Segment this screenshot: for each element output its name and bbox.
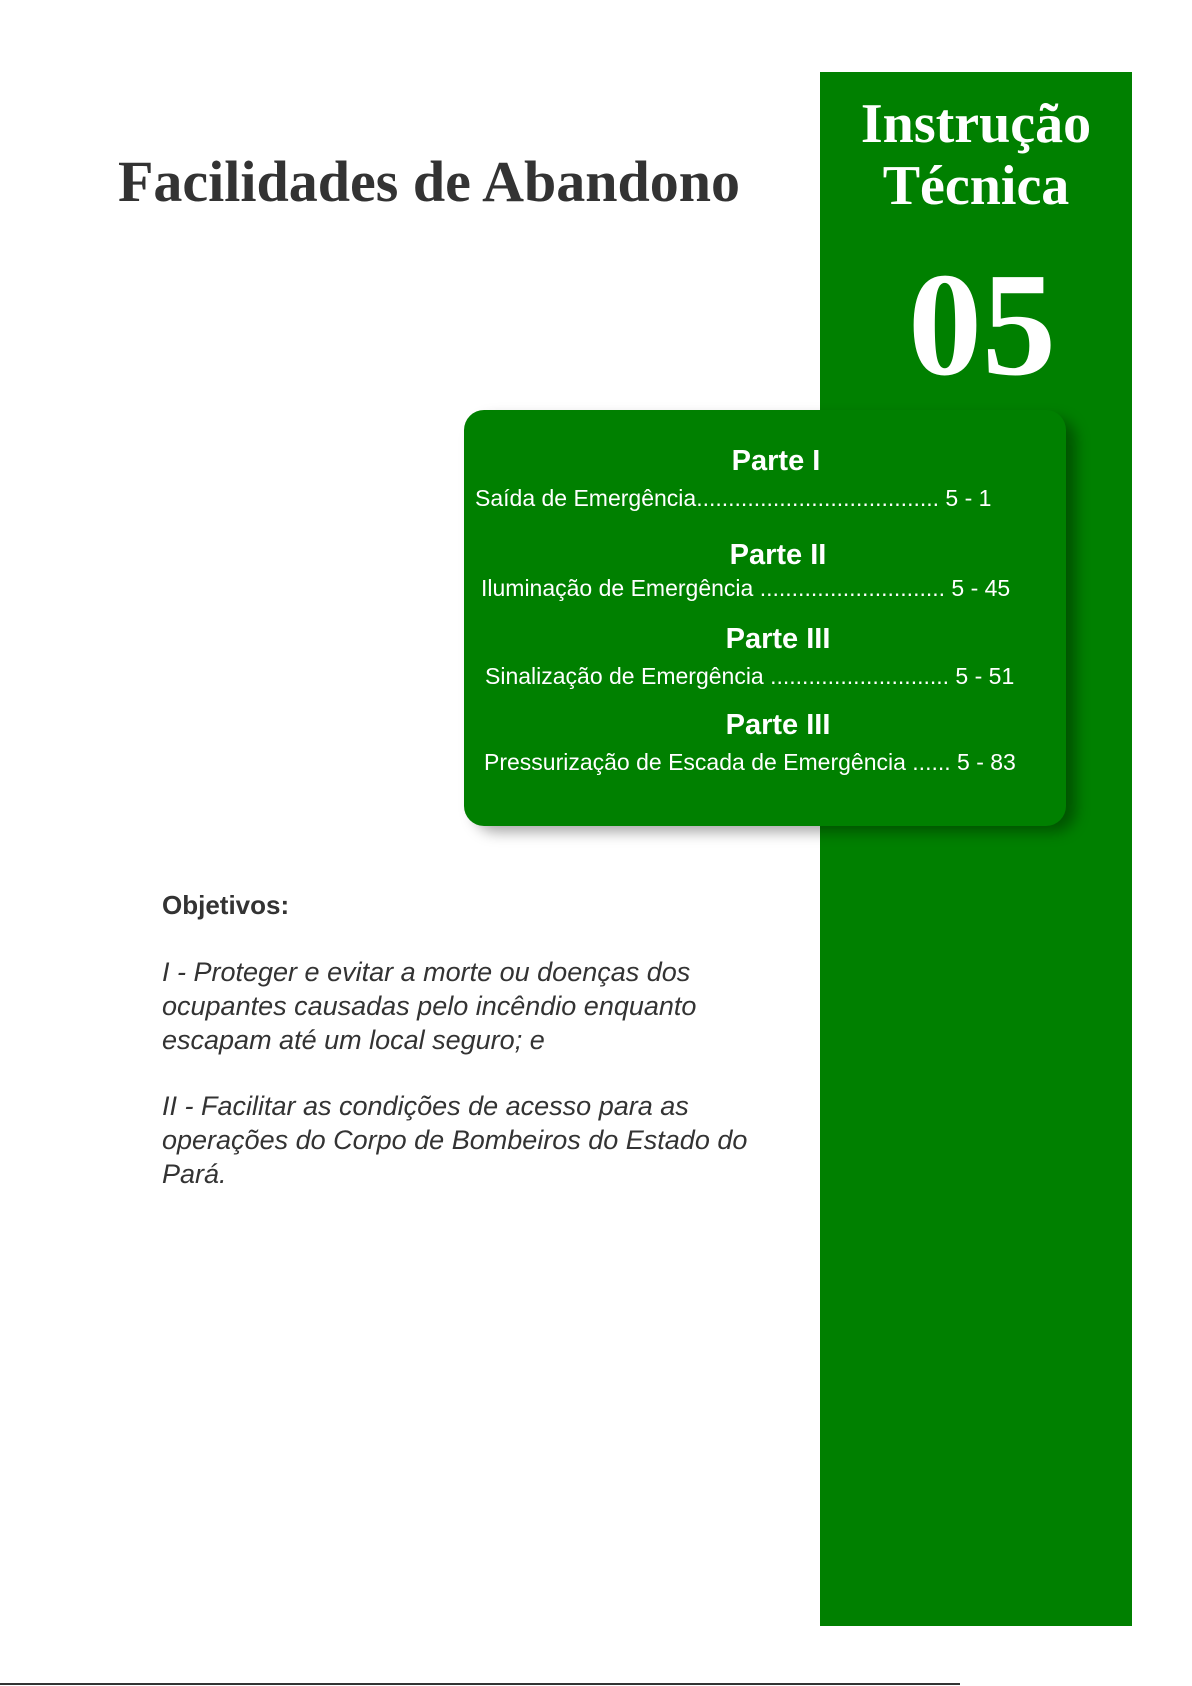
objectives-heading: Objetivos: xyxy=(162,890,290,920)
toc-panel xyxy=(464,410,1066,826)
toc-part-heading: Parte II xyxy=(729,539,827,571)
objectives-section xyxy=(162,890,802,1191)
band-line-instrucao: Instrução xyxy=(860,93,1092,155)
page-title: Facilidades de Abandono xyxy=(118,149,741,214)
objective-item: I - Proteger e evitar a morte ou doenças dos ocupantes causadas pelo incêndio enquanto escapam até um local seguro; e xyxy=(162,957,697,1056)
toc-entry: Iluminação de Emergência ............................. 5 - 45 xyxy=(481,575,1011,601)
band-line-tecnica: Técnica xyxy=(882,155,1070,217)
toc-entry: Sinalização de Emergência ............................ 5 - 51 xyxy=(485,663,1015,689)
toc-part-heading: Parte I xyxy=(731,445,821,477)
bottom-rule xyxy=(0,1683,960,1685)
objective-item: II - Facilitar as condições de acesso para as operações do Corpo de Bombeiros do Estado do Pará. xyxy=(162,1091,748,1190)
toc-part-heading: Parte III xyxy=(725,623,831,655)
title-band xyxy=(820,72,1132,1626)
toc-part-heading: Parte III xyxy=(725,709,831,741)
toc-entry: Pressurização de Escada de Emergência ...... 5 - 83 xyxy=(484,749,1016,775)
toc-entry: Saída de Emergência...................................... 5 - 1 xyxy=(475,485,992,511)
band-number: 05 xyxy=(908,243,1056,407)
